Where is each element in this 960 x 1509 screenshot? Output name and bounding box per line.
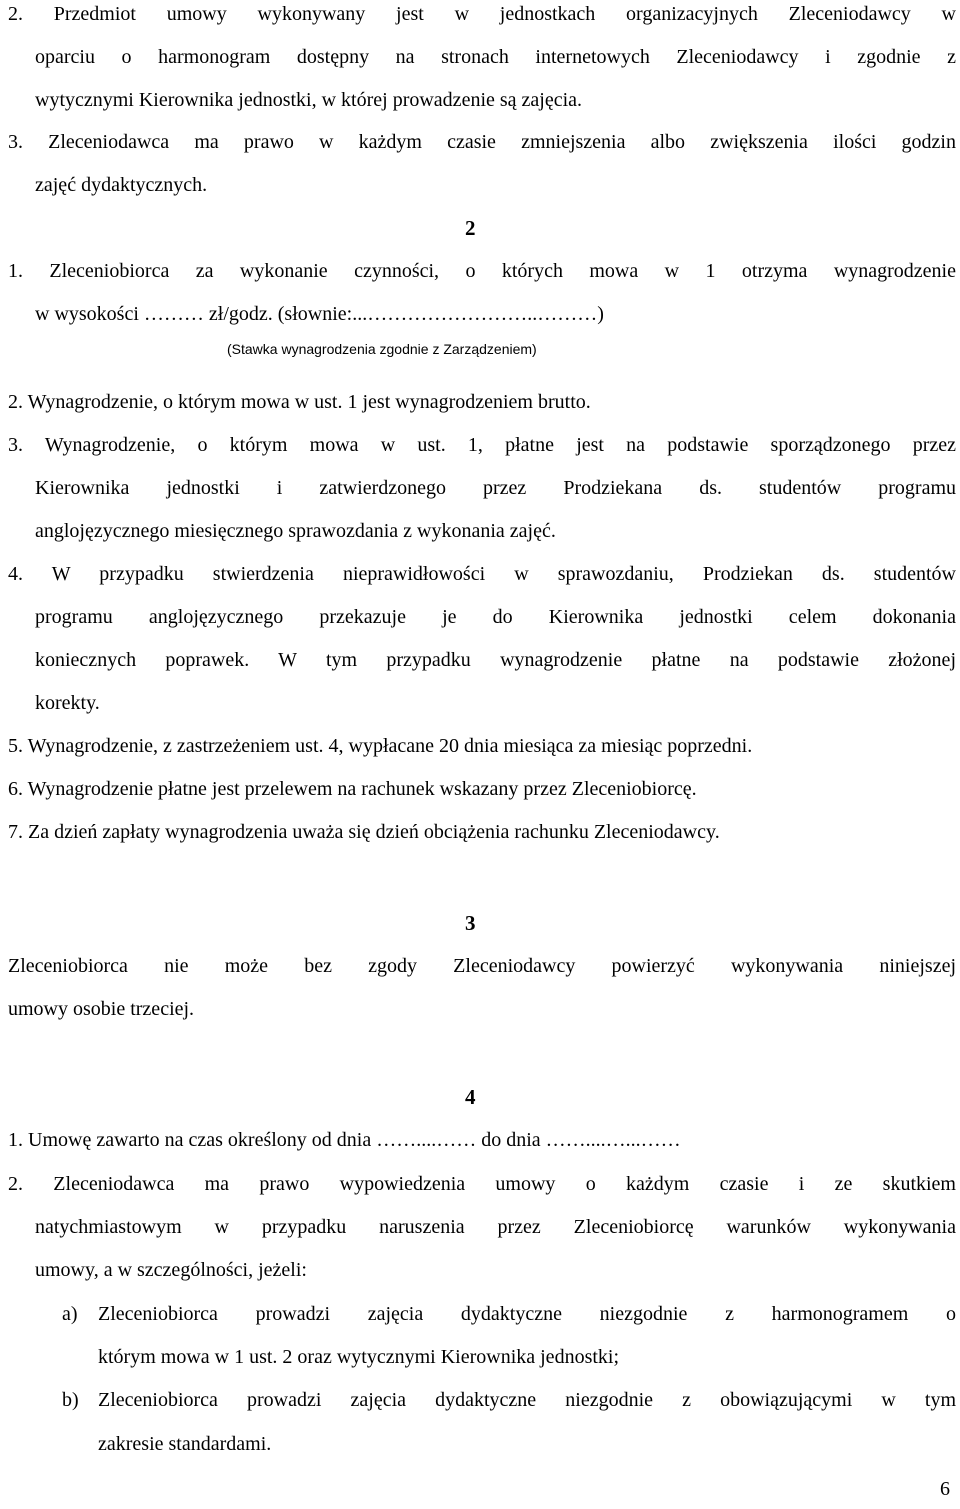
s2-para-7: 7. Za dzień zapłaty wynagrodzenia uważa się dzień obciążenia rachunku Zleceniodawcy.	[8, 821, 720, 843]
s2-para-4-line-2: programu anglojęzycznego przekazuje je do Kierownika jednostki celem dokonania	[35, 606, 956, 628]
list-item-b-line-1: Zleceniobiorca prowadzi zajęcia dydaktyczne niezgodnie z obowiązującymi w tym	[98, 1389, 956, 1411]
s4-para-2-line-3: umowy, a w szczególności, jeżeli:	[35, 1259, 307, 1281]
section-3-heading: 3	[465, 911, 476, 935]
para-3-line-2: zajęć dydaktycznych.	[35, 174, 208, 196]
para-2-line-1: 2. Przedmiot umowy wykonywany jest w jednostkach organizacyjnych Zleceniodawcy w	[8, 3, 956, 25]
rate-note: (Stawka wynagrodzenia zgodnie z Zarządzeniem)	[227, 341, 537, 357]
section-4-heading: 4	[465, 1085, 476, 1109]
list-item-b-line-2: zakresie standardami.	[98, 1433, 272, 1455]
s3-para-line-2: umowy osobie trzeciej.	[8, 998, 195, 1020]
s4-para-2-line-2: natychmiastowym w przypadku naruszenia przez Zleceniobiorcę warunków wykonywania	[35, 1216, 956, 1238]
list-item-a-line-2: którym mowa w 1 ust. 2 oraz wytycznymi Kierownika jednostki;	[98, 1346, 620, 1368]
para-2-line-3: wytycznymi Kierownika jednostki, w której prowadzenie są zajęcia.	[35, 89, 583, 111]
s4-para-1: 1. Umowę zawarto na czas określony od dnia ……....…… do dnia ……....…...……	[8, 1129, 681, 1151]
s2-para-1-line-2: w wysokości ……… zł/godz. (słownie:...……………………..………)	[35, 303, 604, 325]
s2-para-2: 2. Wynagrodzenie, o którym mowa w ust. 1 jest wynagrodzeniem brutto.	[8, 391, 591, 413]
s2-para-3-line-2: Kierownika jednostki i zatwierdzonego przez Prodziekana ds. studentów programu	[35, 477, 956, 499]
list-marker-a: a)	[62, 1303, 78, 1325]
s2-para-6: 6. Wynagrodzenie płatne jest przelewem na rachunek wskazany przez Zleceniobiorcę.	[8, 778, 697, 800]
list-item-a-line-1: Zleceniobiorca prowadzi zajęcia dydaktyczne niezgodnie z harmonogramem o	[98, 1303, 956, 1325]
s3-para-line-1: Zleceniobiorca nie może bez zgody Zleceniodawcy powierzyć wykonywania niniejszej	[8, 955, 956, 977]
para-3-line-1: 3. Zleceniodawca ma prawo w każdym czasie zmniejszenia albo zwiększenia ilości godzin	[8, 131, 956, 153]
s2-para-4-line-3: koniecznych poprawek. W tym przypadku wynagrodzenie płatne na podstawie złożonej	[35, 649, 956, 671]
s2-para-4-line-4: korekty.	[35, 692, 100, 714]
page-number: 6	[940, 1478, 950, 1500]
s4-para-2-line-1: 2. Zleceniodawca ma prawo wypowiedzenia umowy o każdym czasie i ze skutkiem	[8, 1173, 956, 1195]
s2-para-3-line-1: 3. Wynagrodzenie, o którym mowa w ust. 1, płatne jest na podstawie sporządzonego przez	[8, 434, 956, 456]
s2-para-4-line-1: 4. W przypadku stwierdzenia nieprawidłowości w sprawozdaniu, Prodziekan ds. studentów	[8, 563, 956, 585]
s2-para-3-line-3: anglojęzycznego miesięcznego sprawozdania z wykonania zajęć.	[35, 520, 556, 542]
s2-para-1-line-1: 1. Zleceniobiorca za wykonanie czynności, o których mowa w 1 otrzyma wynagrodzenie	[8, 260, 956, 282]
s2-para-5: 5. Wynagrodzenie, z zastrzeżeniem ust. 4, wypłacane 20 dnia miesiąca za miesiąc poprzedni.	[8, 735, 753, 757]
section-2-heading: 2	[465, 216, 476, 240]
list-marker-b: b)	[62, 1389, 79, 1411]
para-2-line-2: oparciu o harmonogram dostępny na stronach internetowych Zleceniodawcy i zgodnie z	[35, 46, 956, 68]
